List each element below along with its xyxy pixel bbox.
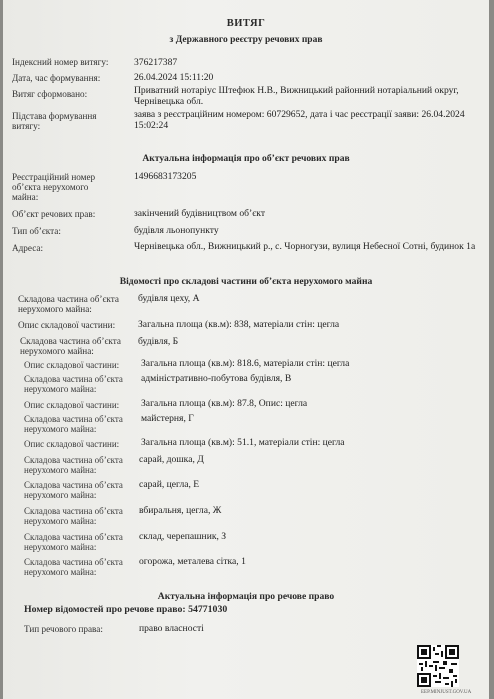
formed-by-value: Приватний нотаріус Штефюк Н.В., Вижницький районний нотаріальний округ, Чернівецька обл. (134, 85, 459, 107)
component-part-label: Складова частина об’єкта нерухомого майна: (24, 480, 123, 500)
qr-code (417, 645, 459, 687)
components-section-heading: Відомості про складові частини об’єкта нерухомого майна (119, 276, 373, 287)
component-desc-value: Загальна площа (кв.м): 87.8, Опис: цегла (141, 398, 308, 409)
component-part-label: Складова частина об’єкта нерухомого майна: (20, 336, 121, 356)
footer-site: EEP.MINJUST.GOV.UA (421, 690, 472, 695)
address-label: Адреса: (12, 243, 44, 253)
component-part-label: Складова частина об’єкта нерухомого майна: (24, 506, 123, 526)
component-part-label: Складова частина об’єкта нерухомого майна: (18, 294, 119, 314)
component-desc-label: Опис складової частини: (24, 400, 120, 410)
component-desc-label: Опис складової частини: (24, 360, 120, 370)
basis-label: Підстава формування витягу: (12, 111, 97, 131)
reg-number-label: Реєстраційний номер об’єкта нерухомого майна: (12, 172, 96, 202)
component-part-value: будівля цеху, А (138, 293, 200, 304)
object-value: закінчений будівництвом об’єкт (134, 208, 266, 219)
object-type-label: Тип об’єкта: (12, 226, 61, 236)
component-part-value: майстерня, Г (141, 413, 194, 424)
component-part-label: Складова частина об’єкта нерухомого майна: (24, 532, 123, 552)
component-part-label: Складова частина об’єкта нерухомого майна: (24, 414, 123, 434)
component-part-value: будівля, Б (138, 336, 179, 347)
right-type-value: право власності (139, 623, 204, 634)
reg-number-value: 1496683173205 (134, 171, 197, 182)
object-type-value: будівля льонопункту (134, 225, 219, 236)
document-title: ВИТЯГ (226, 18, 266, 29)
index-number-value: 376217387 (134, 57, 178, 68)
component-desc-value: Загальна площа (кв.м): 838, матеріали стін: цегла (138, 319, 340, 330)
formed-by-label: Витяг сформовано: (12, 89, 88, 99)
index-number-label: Індексний номер витягу: (12, 57, 109, 67)
object-section-heading: Актуальна інформація про об’єкт речових прав (142, 153, 350, 164)
component-part-value: сарай, дошка, Д (139, 454, 204, 465)
document-subtitle: з Державного реєстру речових прав (169, 35, 323, 45)
document-sheet (3, 0, 489, 699)
date-time-value: 26.04.2024 15:11:20 (134, 72, 214, 83)
component-desc-value: Загальна площа (кв.м): 51.1, матеріали стін: цегла (141, 437, 345, 448)
qr-code-icon (417, 645, 459, 687)
date-time-label: Дата, час формування: (12, 73, 101, 83)
component-desc-value: Загальна площа (кв.м): 818.6, матеріали стін: цегла (141, 358, 350, 369)
component-part-label: Складова частина об’єкта нерухомого майна: (24, 374, 123, 394)
component-part-value: адміністративно-побутова будівля, В (141, 373, 292, 384)
component-desc-label: Опис складової частини: (24, 439, 120, 449)
component-part-label: Складова частина об’єкта нерухомого майна: (24, 557, 123, 577)
address-value: Чернівецька обл., Вижницький р., с. Чорногузи, вулиця Небесної Сотні, будинок 1а (134, 241, 476, 252)
component-part-label: Складова частина об’єкта нерухомого майна: (24, 455, 123, 475)
component-part-value: вбиральня, цегла, Ж (139, 505, 222, 516)
right-type-label: Тип речового права: (24, 624, 103, 634)
component-part-value: склад, черепашник, З (139, 531, 227, 542)
basis-value: заява з реєстраційним номером: 60729652, дата і час реєстрації заяви: 26.04.2024 15:02:24 (134, 109, 465, 131)
component-part-value: сарай, цегла, Е (139, 479, 200, 490)
object-label: Об’єкт речових прав: (12, 209, 96, 219)
rights-section-heading: Актуальна інформація про речове право (157, 591, 335, 602)
rights-record-number: Номер відомостей про речове право: 54771030 (24, 604, 228, 615)
component-desc-label: Опис складової частини: (18, 320, 116, 330)
component-part-value: огорожа, металева сітка, 1 (139, 556, 246, 567)
